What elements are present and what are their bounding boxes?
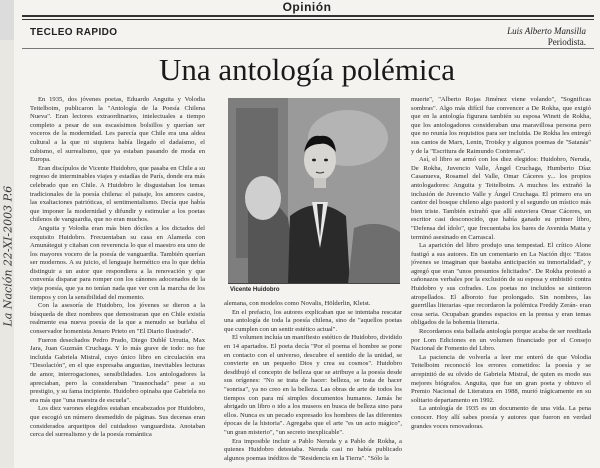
paragraph: alemana, con modelos como Novalis, Hölderlin, Kleist.: [224, 300, 371, 307]
paragraph: La antología de 1935 es un documento de una vida. La pena conocer. Hoy allí sabes poesía y autores que fueron en verdad grandes voces renovadoras.: [411, 405, 591, 430]
paragraph: Eran discípulos de Vicente Huidobro, que pasaba en Chile a su regreso de interminables viajes y estadías de París, donde era más celebrado que en Chile. A Huidobro le disgustaban los temas tradicionales de la poesía chilena: el paisaje, los amores castos, las exaltaciones patrióticas, el sentimentalismo. Decía que había que imponer la modernidad y difundir y estimular a los poetas chilenos de vanguardia, que no eran muchos.: [30, 164, 205, 224]
paragraph: Con la asesoría de Huidobro, los jóvenes se dieron a la búsqueda de diez nombres que demostraran que en Chile existía realmente esa nueva poesía de la que a menudo se burlaba el conservador homenista Jenaro Prieto en "El Diario Ilustrado".: [30, 302, 205, 336]
newspaper-page: [14, 0, 600, 468]
headline: Una antología polémica: [158, 52, 456, 87]
paragraph: En 1935, dos jóvenes poetas, Eduardo Anguita y Volodia Teitelboim, publicaron la "Antología de la Poesía Chilena Nueva". Eran lectores extraordinarios, intelectuales a tiempo completo a pesar de sus escasísimos bolsillos y querían ser voceros de la modernidad. Les parecía que Chile era una aldea cultural a la que ni siquiera había llegado el dadaísmo, el cubismo, el surrealismo, que ya estaban pasando de moda en Europa.: [30, 96, 205, 164]
paragraph: muerte", "Alberto Rojas Jiménez viene volando", "Sognificas sombras". Algo más difícil fue convencer a De Rokha, que exigió que en la antología figurara también su esposa Winett de Rokha, que los antologadores consideraban una maravillosa persona pero que no reunía los requisitos para ser incluida. De Rokha les entregó sus cantos de Marx, Lenin, Trotsky y algunos poemas de "Satanás" y de la "Escritura de Raimundo Contreras".: [411, 96, 591, 155]
author-name: Luis Alberto Mansilla: [507, 26, 586, 36]
paragraph: Anguita y Volodia eran más bien dóciles a los dictados del exquisito Huidobro. Frecuentaban su casa en Alameda con Amunátegui y citaban con reverencia lo que el maestro era uno de los mayores vocero de la poesía de vanguardia. También querían ser modernos. A su juicio, el lenguaje hermético era lo que debía distinguir a un autor que respondiera a la renovación y que convenía disparar para romper con los cánones adocenados de la vieja poesía, que ya no tenían nada que ver con la marcha de los tiempos y con la sensibilidad del momento.: [30, 224, 205, 301]
header-rule-thin: [22, 19, 594, 20]
section-header: Opinión: [282, 0, 332, 14]
portrait-photo: [228, 98, 400, 284]
article-column-1: [30, 96, 205, 468]
paragraph: En el prefacio, los autores explicaban que se intentaba rescatar una antología de toda la poesía chilena, sino de "aquellos poetas que cumplen con un sentir estético actual".: [224, 308, 402, 333]
paragraph: La paciencia de volverla a leer me enteró de que Volodia Teitelboim reconoció los errores cometidos: la poesía y se arrepintió de su olvido de Gabriela Mistral, de quien es modo sus mejores biógrafos. Anguita, que fue un gran poeta y obtuvo el Premio Nacional de Literatura en 1988, murió trágicamente en su solitario departamento en 1992.: [411, 353, 591, 404]
paragraph: Era imposible incluir a Pablo Neruda y a Pablo de Rokha, a quienes Huidobro detestaba. Neruda casi no había publicado algunos poemas inéditos de "Residencia en la Tierra". "Sólo la: [224, 437, 402, 462]
paragraph: Fueron desechados Pedro Prado, Diego Dublé Urrutia, Max Jara, Juan Guzmán Cruchaga. Y lo más grave de todo: no fue incluida Gabriela Mistral, cuyo único libro en circulación era "Desolación", en el que expresaba angustias, inevitables lecturas de amor, interrogaciones, sensibilidades. Los antologadores la apreciaban, pero la consideraban "trasnochada" pese a su prestigio, y su fama incipiente. Huidobro opinaba que Gabriela no era más que "una maestra de escuela".: [30, 336, 205, 404]
column-name: TECLEO RAPIDO: [30, 27, 118, 38]
margin-stamp: [0, 40, 14, 468]
byline-rule: [22, 48, 594, 49]
portrait-illustration: [228, 98, 400, 284]
author-role: Periodista.: [547, 37, 586, 47]
article-column-3: [411, 96, 591, 468]
paragraph: Los diez varones elegidos estaban encabezados por Huidobro, que escogió un número desmedido de páginas. Sus decenas eran considerados arquetipos del cuidadoso vanguardista. Anotaban cerca del surrealismo y de la poesía romántica: [30, 405, 205, 439]
article-column-2: [224, 300, 402, 468]
margin-stamp-text: La Nación 22-XI-2003 P.6: [1, 185, 15, 327]
paragraph: El volumen incluía un manifiesto estético de Huidobro, dividido en 14 apartados. El poeta decía "Por el poema el hombre se pone en contacto con el universo, descubre el sentido de la unidad, se convierte en un pequeño Dios y crea su cosmos". Huidobro desdibujó el concepto de belleza que se atribuye a la poesía desde sus orígenes: "No se trata de hacer: belleza, se trata de hacer "sonrisa", ya no creo en la belleza. Las obras de arte de todos los tiempos con para mí simples documentos humanos. Jamás he abrigado un libro o ido a los museos en busca de belleza sino para ellos. Nunca es un pecado expresado los hombres de las diferentes épocas de la historia". Agregaba que el arte "es un acto mágico", "un gran misterio", "un secreto inexplicable".: [224, 334, 402, 436]
photo-caption: Vicente Huidobro: [230, 287, 280, 293]
byline: [507, 26, 586, 48]
paragraph: La aparición del libro produjo una tempestad. El crítico Alone fustigó a sus autores. En un comentario en La Nación dijo: "Estos jóvenes se imaginan que bastaba anticipación su inmortalidad", y agregó que eran "unos presuntos felicitados". De Rokha protestó a cañonazos verbales por la exclusión de su esposa y embistió contra Huidobro y sus cofrades. Los poetas no incluidos se sintieron atropellados. El alboroto fue prolongado. Sin nombres, las guerrillas literarias -que recordaron la polémica Freddy Zerán- eran cosa seria. Ocupaban grandes espacios en la prensa y eran temas obligados de la bohemia literaria.: [411, 242, 591, 327]
paragraph: Recordamos esta ballada antología porque acaba de ser reeditada por Lom Ediciones en un volumen financiado por el Consejo Nacional de Fomento del Libro.: [411, 328, 591, 353]
header-rule: [22, 15, 594, 17]
paragraph: Así, el libro se armó con los diez elegidos: Huidobro, Neruda, De Rokha, Juvencio Valle, Ángel Cruchaga, Humberto Díaz Casanueva, Rosamel del Valle, Omar Cáceres y... los propios antologadores: Anguita y Teitelboim. A muchos les extrañó la inclusión de Juvencio Valle y Ángel Cruchaga. El primero era un cantor del bosque chileno algo pastoril y el segundo un místico más bien triste. También extrañó que allí estuviera Omar Cáceres, un escritor casi desconocido, que había ganado su primer libro, "Defensa del ídolo", que frecuentaba los bares de Avenida Matta y terminó asesinado en Carrascal.: [411, 156, 591, 241]
